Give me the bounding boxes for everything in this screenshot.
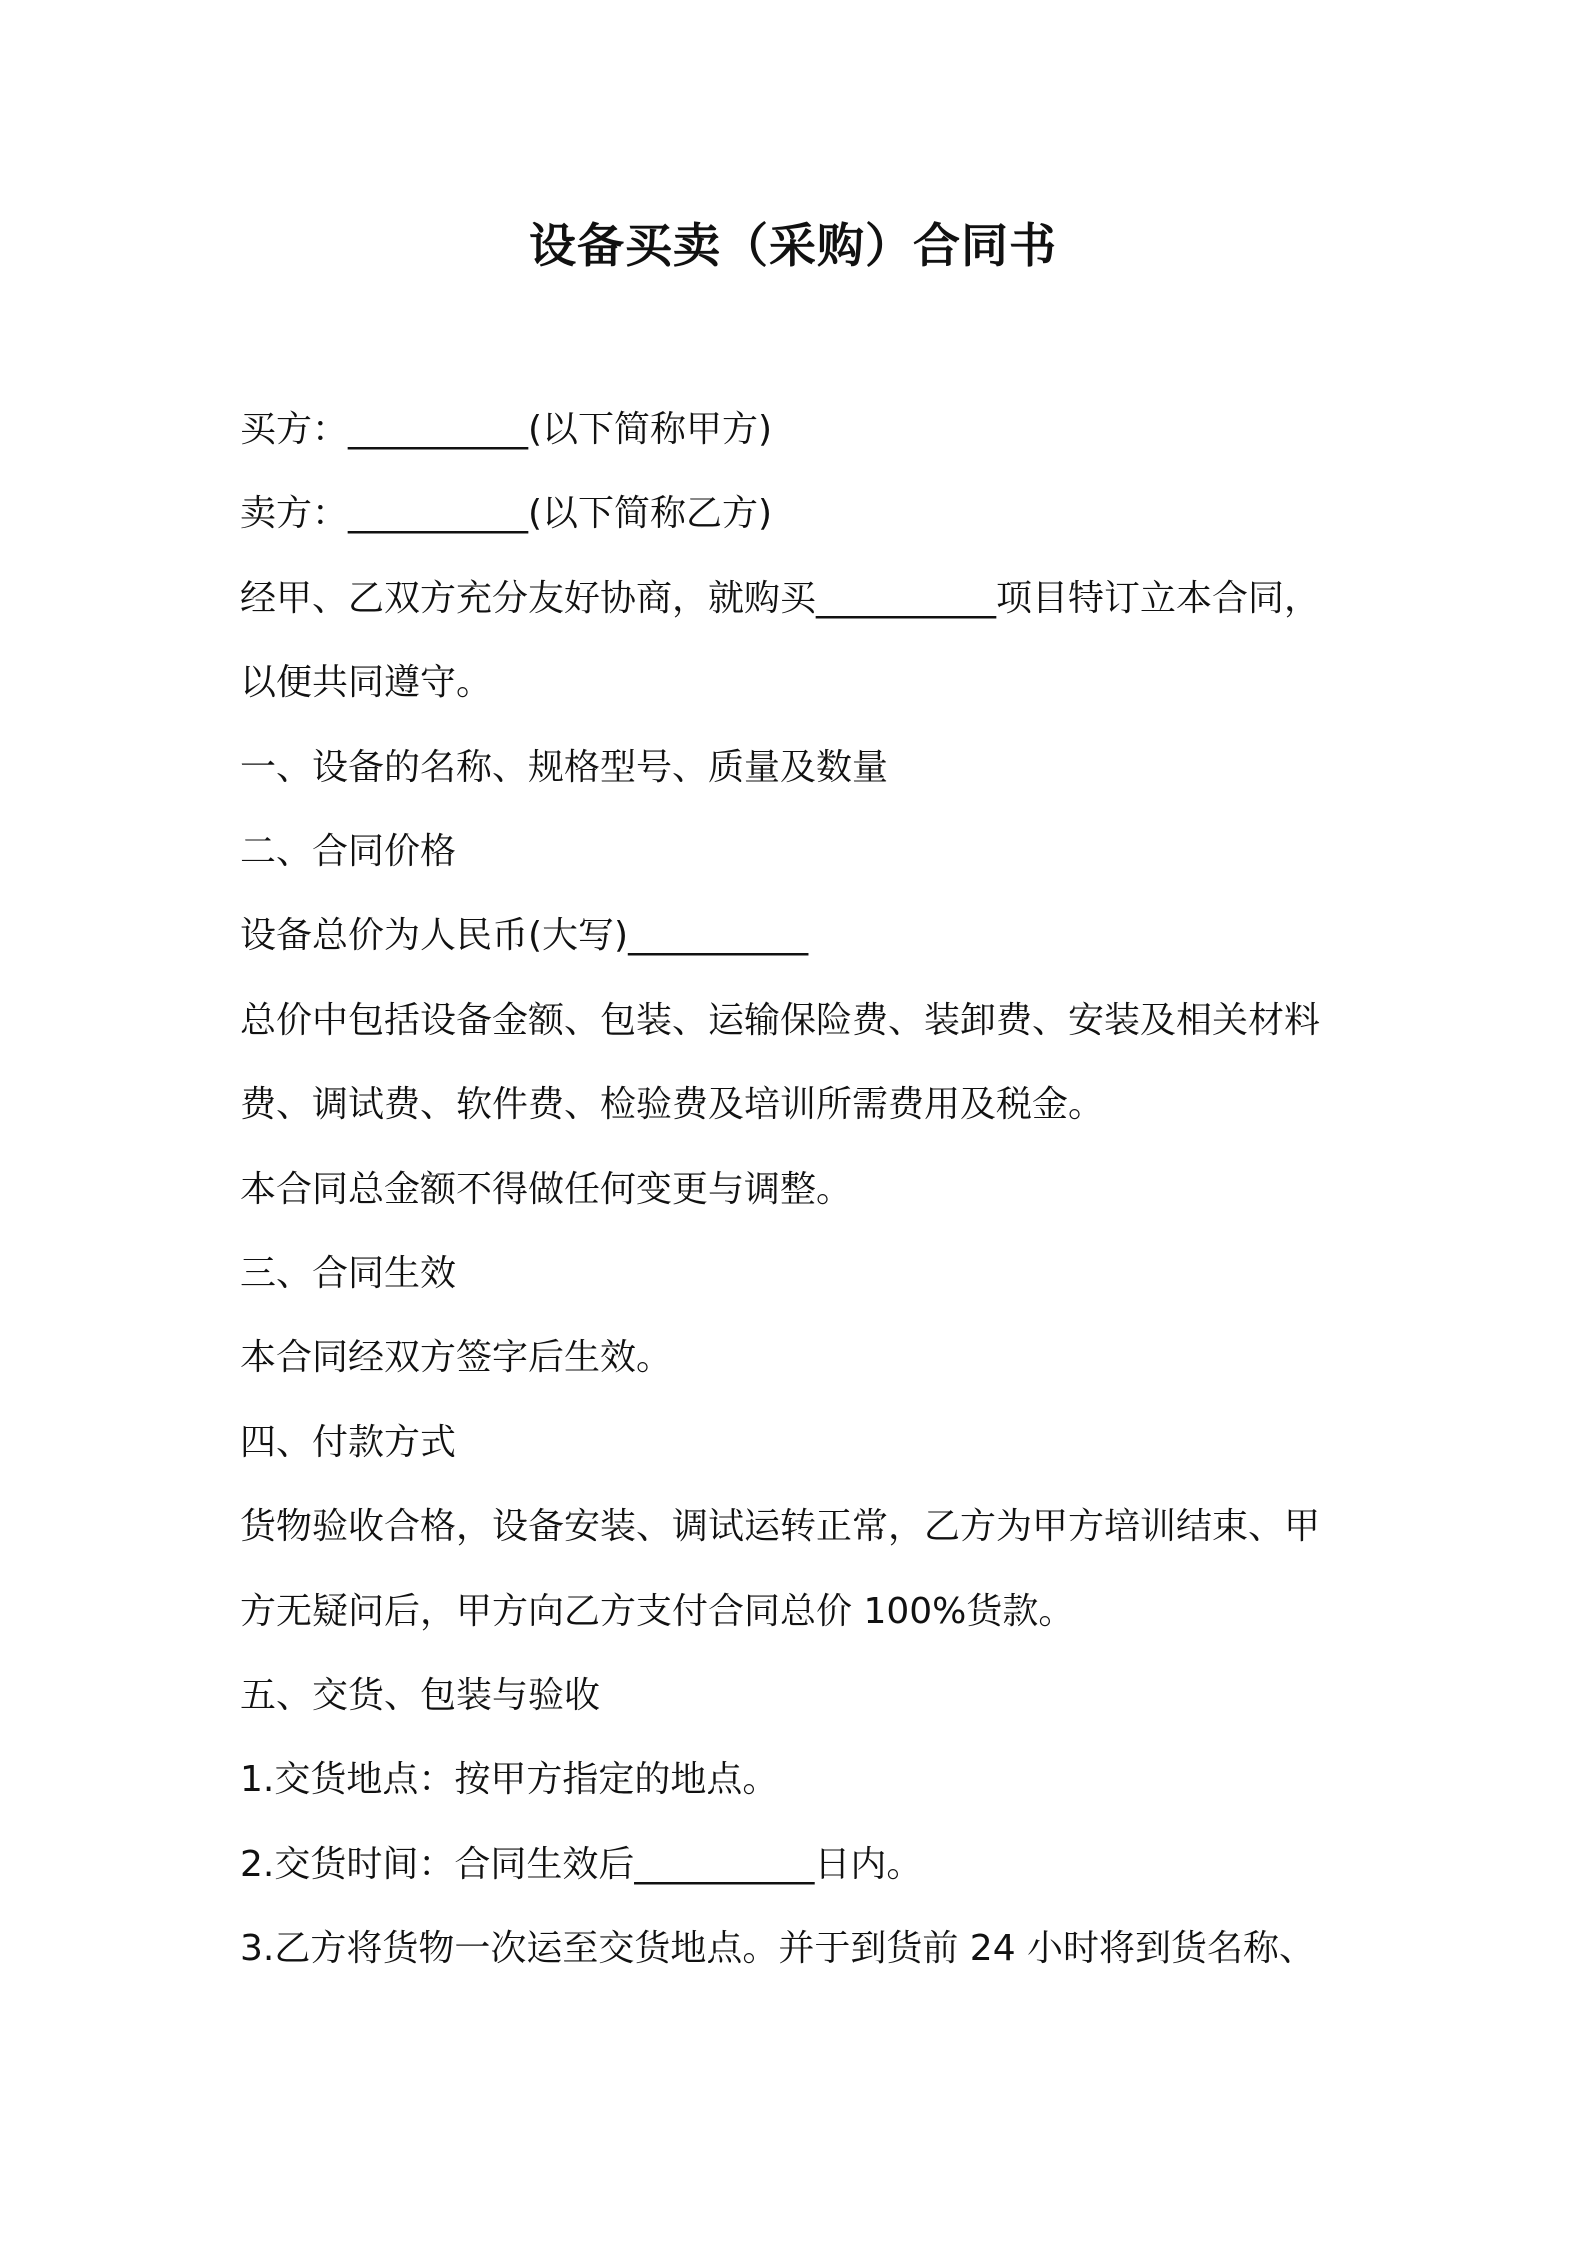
section-heading-5: 五、交货、包装与验收 [240,1675,601,1716]
delivery-transport-line: 3.乙方将货物一次运至交货地点。并于到货前 24 小时将到货名称、 [240,1928,1316,1969]
document-title: 设备买卖（采购）合同书 [529,219,1057,274]
buyer-line: 买方：__________(以下简称甲方) [240,409,773,450]
no-change-line: 本合同总金额不得做任何变更与调整。 [240,1169,853,1210]
price-includes-line-1: 总价中包括设备金额、包装、运输保险费、装卸费、安装及相关材料 [240,1000,1321,1041]
price-includes-line-2: 费、调试费、软件费、检验费及培训所需费用及税金。 [240,1084,1105,1125]
payment-line-2: 方无疑问后，甲方向乙方支付合同总价 100%货款。 [240,1591,1075,1632]
seller-line: 卖方：__________(以下简称乙方) [240,493,773,534]
preamble-line-1: 经甲、乙双方充分友好协商，就购买__________项目特订立本合同， [240,578,1321,619]
section-heading-1: 一、设备的名称、规格型号、质量及数量 [240,747,889,788]
payment-line-1: 货物验收合格，设备安装、调试运转正常，乙方为甲方培训结束、甲 [240,1506,1321,1547]
delivery-place-line: 1.交货地点：按甲方指定的地点。 [240,1759,779,1800]
section-heading-3: 三、合同生效 [240,1253,457,1294]
preamble-line-2: 以便共同遵守。 [240,662,493,703]
section-heading-4: 四、付款方式 [240,1422,457,1463]
delivery-time-line: 2.交货时间：合同生效后__________日内。 [240,1844,923,1885]
section-heading-2: 二、合同价格 [240,831,457,872]
total-price-line: 设备总价为人民币(大写)__________ [240,915,809,956]
effective-line: 本合同经双方签字后生效。 [240,1337,673,1378]
